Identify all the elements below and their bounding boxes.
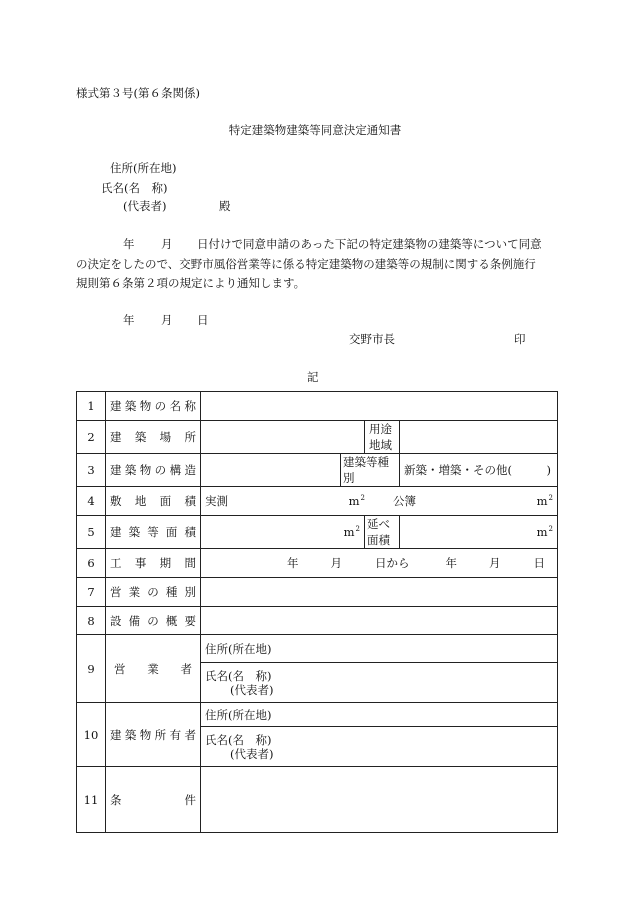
date-month: 月 — [161, 313, 173, 327]
owner-name-field[interactable]: 氏名(名 称) (代表者) — [201, 727, 558, 767]
row-number: 6 — [77, 549, 106, 578]
site-area-cell[interactable] — [201, 487, 558, 516]
total-floor-area-field[interactable]: $m^2$ — [400, 516, 558, 549]
zoning-field[interactable] — [400, 421, 558, 454]
body-month: 月 — [161, 237, 173, 251]
table-row — [77, 454, 558, 487]
row-number: 9 — [77, 635, 106, 703]
row-number: 1 — [77, 392, 106, 421]
row-number: 5 — [77, 516, 106, 549]
registry-label: 公簿 — [393, 494, 416, 508]
structure-field[interactable] — [201, 454, 341, 487]
ki-label: 記 — [307, 370, 319, 384]
body-line3: 規則第６条第２項の規定により通知します。 — [76, 276, 306, 290]
row-label: 工 事 期 間 — [110, 556, 196, 570]
table-row — [77, 635, 558, 663]
issuer-name: 交野市長 — [349, 332, 395, 346]
construction-type-label: 建築等種別 — [341, 454, 400, 487]
form-table — [76, 391, 558, 833]
table-row — [77, 767, 558, 833]
row-number: 2 — [77, 421, 106, 454]
owner-address-field[interactable]: 住所(所在地) — [201, 703, 558, 727]
building-location-field[interactable] — [201, 421, 365, 454]
table-row — [77, 607, 558, 635]
zoning-label: 用途地域 — [365, 421, 400, 454]
addressee-honorific: 殿 — [219, 199, 231, 213]
operator-name-field[interactable]: 氏名(名 称) (代表者) — [201, 663, 558, 703]
page-title: 特定建築物建築等同意決定通知書 — [228, 123, 402, 137]
date-day: 日 — [197, 313, 209, 327]
issuer-seal: 印 — [514, 332, 526, 346]
row-number: 11 — [77, 767, 106, 833]
table-row — [77, 578, 558, 607]
area-unit: $m^2$ — [348, 494, 365, 508]
row-label: 建 築 物 所 有 者 — [110, 727, 196, 742]
table-row — [77, 421, 558, 454]
addressee-address: 住所(所在地) — [110, 161, 177, 175]
row-label: 敷 地 面 積 — [110, 494, 196, 508]
row-label: 建 築 等 面 積 — [110, 525, 196, 539]
row-label: 条 件 — [110, 792, 196, 807]
construction-period-field[interactable]: 年 月 日から 年 月 日 — [201, 549, 558, 578]
row-label: 設 備 の 概 要 — [110, 613, 196, 628]
business-type-field[interactable] — [201, 578, 558, 607]
operator-address-field[interactable]: 住所(所在地) — [201, 635, 558, 663]
row-label: 建 築 場 所 — [110, 430, 196, 444]
equipment-summary-field[interactable] — [201, 607, 558, 635]
row-label: 建 築 物 の 名 称 — [110, 399, 196, 413]
table-row — [77, 516, 558, 549]
form-number: 様式第３号(第６条関係) — [76, 86, 200, 100]
row-number: 8 — [77, 607, 106, 635]
table-row — [77, 549, 558, 578]
actual-label: 実測 — [205, 494, 228, 508]
row-number: 4 — [77, 487, 106, 516]
building-area-field[interactable]: $m^2$ — [201, 516, 365, 549]
building-name-field[interactable] — [201, 392, 558, 421]
body-line2: の決定をしたので、交野市風俗営業等に係る特定建築物の建築等の規制に関する条例施行 — [76, 257, 536, 271]
total-floor-area-label: 延べ面積 — [365, 516, 400, 549]
body-year: 年 — [123, 237, 135, 251]
table-row — [77, 703, 558, 727]
row-number: 3 — [77, 454, 106, 487]
row-label: 営 業 者 — [114, 661, 192, 676]
body-line1: 日付けで同意申請のあった下記の特定建築物の建築等について同意 — [197, 237, 542, 251]
area-unit: $m^2$ — [536, 494, 553, 508]
row-number: 7 — [77, 578, 106, 607]
row-number: 10 — [77, 703, 106, 767]
date-year: 年 — [123, 313, 135, 327]
table-row — [77, 487, 558, 516]
conditions-field[interactable] — [201, 767, 558, 833]
table-row — [77, 392, 558, 421]
row-label: 建 築 物 の 構 造 — [110, 463, 196, 477]
row-label: 営 業 の 種 別 — [110, 585, 196, 599]
addressee-name: 氏名(名 称) — [101, 181, 168, 195]
addressee-rep: (代表者) — [123, 199, 167, 213]
construction-type-options[interactable]: 新築・増築・その他( ) — [400, 454, 558, 487]
